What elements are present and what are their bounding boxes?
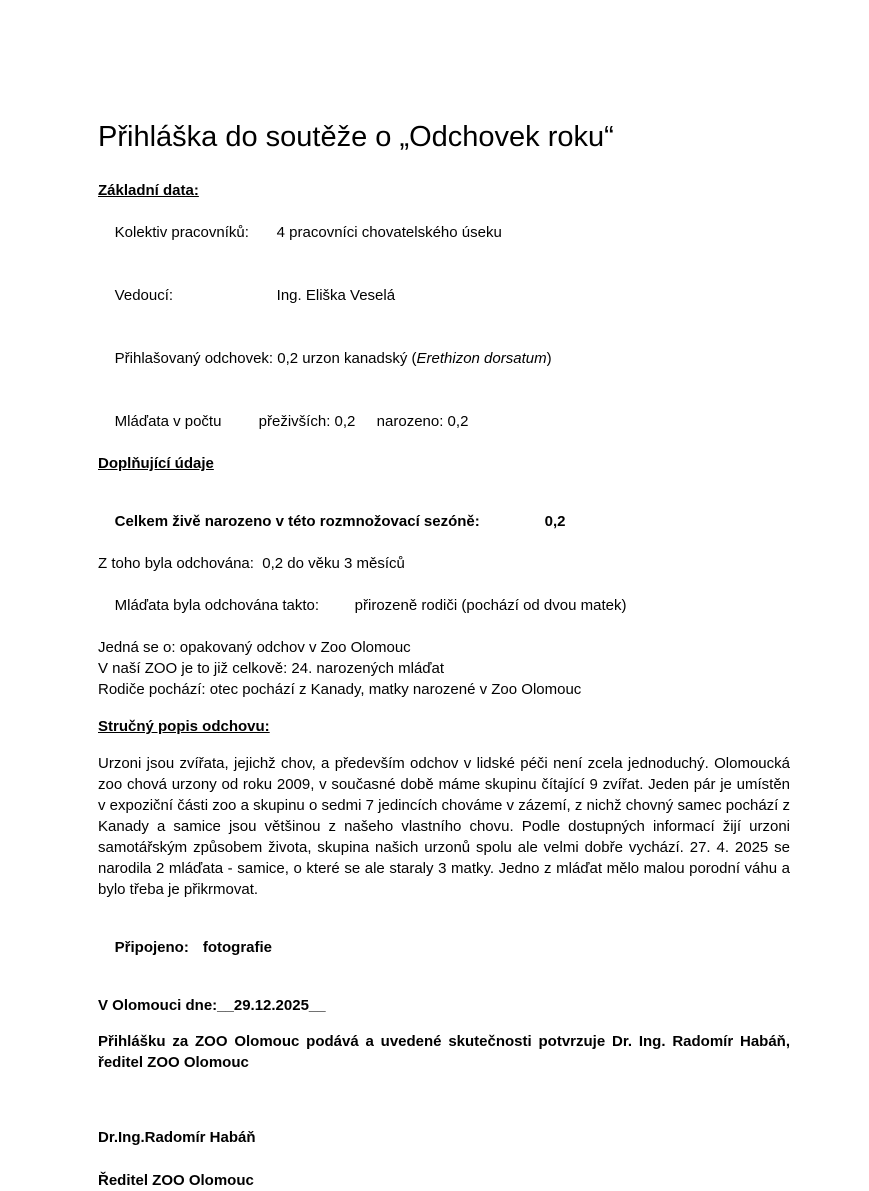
odchovek-line	[98, 327, 790, 390]
mladata-label: Mláďata v počtu	[114, 413, 222, 430]
takto-label: Mláďata byla odchována takto:	[114, 597, 320, 614]
vedouci-value: Ing. Eliška Veselá	[276, 287, 396, 304]
signature-name: Dr.Ing.Radomír Habáň	[98, 1129, 256, 1146]
signature-title: Ředitel ZOO Olomouc	[98, 1172, 254, 1189]
mladata-line	[98, 390, 790, 453]
description-heading: Stručný popis odchovu:	[98, 718, 270, 735]
odchovek-suffix: )	[546, 350, 552, 367]
v-nasi-zoo-line: V naší ZOO je to již celkově: 24. narozených mláďat	[98, 660, 445, 677]
odchovek-prefix: Přihlašovaný odchovek: 0,2 urzon kanadský (	[114, 350, 417, 367]
kolektiv-line	[98, 201, 790, 264]
kolektiv-label: Kolektiv pracovníků:	[114, 224, 249, 241]
kolektiv-value: 4 pracovníci chovatelského úseku	[276, 224, 502, 241]
odchovek-species: Erethizon dorsatum	[416, 350, 547, 367]
celkem-value: 0,2	[544, 513, 566, 530]
additional-data-heading: Doplňující údaje	[98, 455, 214, 472]
vedouci-label: Vedoucí:	[114, 287, 174, 304]
takto-value: přirozeně rodiči (pochází od dvou matek)	[354, 597, 627, 614]
celkem-line	[98, 490, 790, 553]
attachment-value: fotografie	[202, 939, 273, 956]
attachment-label: Připojeno:	[114, 939, 189, 956]
description-paragraph: Urzoni jsou zvířata, jejichž chov, a především odchov v lidské péči není zcela jednoduchý. Olomoucká zoo chová urzony od roku 2009, v současné době máme skupinu čítající 9 zvířat. Jeden pár je umístěn v expoziční části zoo a skupinu o sedmi 7 jedincích chováme v zázemí, z nichž chovný samec pochází z Kanady a samice jsou většinou z našeho vlastního chovu. Podle dostupných informací žijí urzoni samotářským způsobem života, skupina našich urzonů spolu ale velmi dobře vychází. 27. 4. 2025 se narodila 2 mláďata - samice, o které se ale staraly 3 matky. Jedno z mláďat mělo malou porodní váhu a bylo třeba je přikrmovat.	[98, 755, 790, 898]
jedna-se-line: Jedná se o: opakovaný odchov v Zoo Olomouc	[98, 639, 411, 656]
basic-data-heading: Základní data:	[98, 182, 199, 199]
celkem-label: Celkem živě narozeno v této rozmnožovací sezóně:	[114, 513, 480, 530]
z-toho-line: Z toho byla odchována: 0,2 do věku 3 měsíců	[98, 555, 405, 572]
attachment-line	[98, 916, 790, 979]
prezivsich-value: přeživších: 0,2	[258, 413, 356, 430]
date-line: V Olomouci dne:__29.12.2025__	[98, 997, 326, 1014]
document-title: Přihláška do soutěže o „Odchovek roku“	[98, 121, 614, 153]
vedouci-line	[98, 264, 790, 327]
submission-statement: Přihlášku za ZOO Olomouc podává a uvedené skutečnosti potvrzuje Dr. Ing. Radomír Habáň, ředitel ZOO Olomouc	[98, 1033, 790, 1071]
narozeno-value: narozeno: 0,2	[376, 413, 469, 430]
takto-line	[98, 574, 790, 637]
rodice-line: Rodiče pochází: otec pochází z Kanady, matky narozené v Zoo Olomouc	[98, 681, 582, 698]
